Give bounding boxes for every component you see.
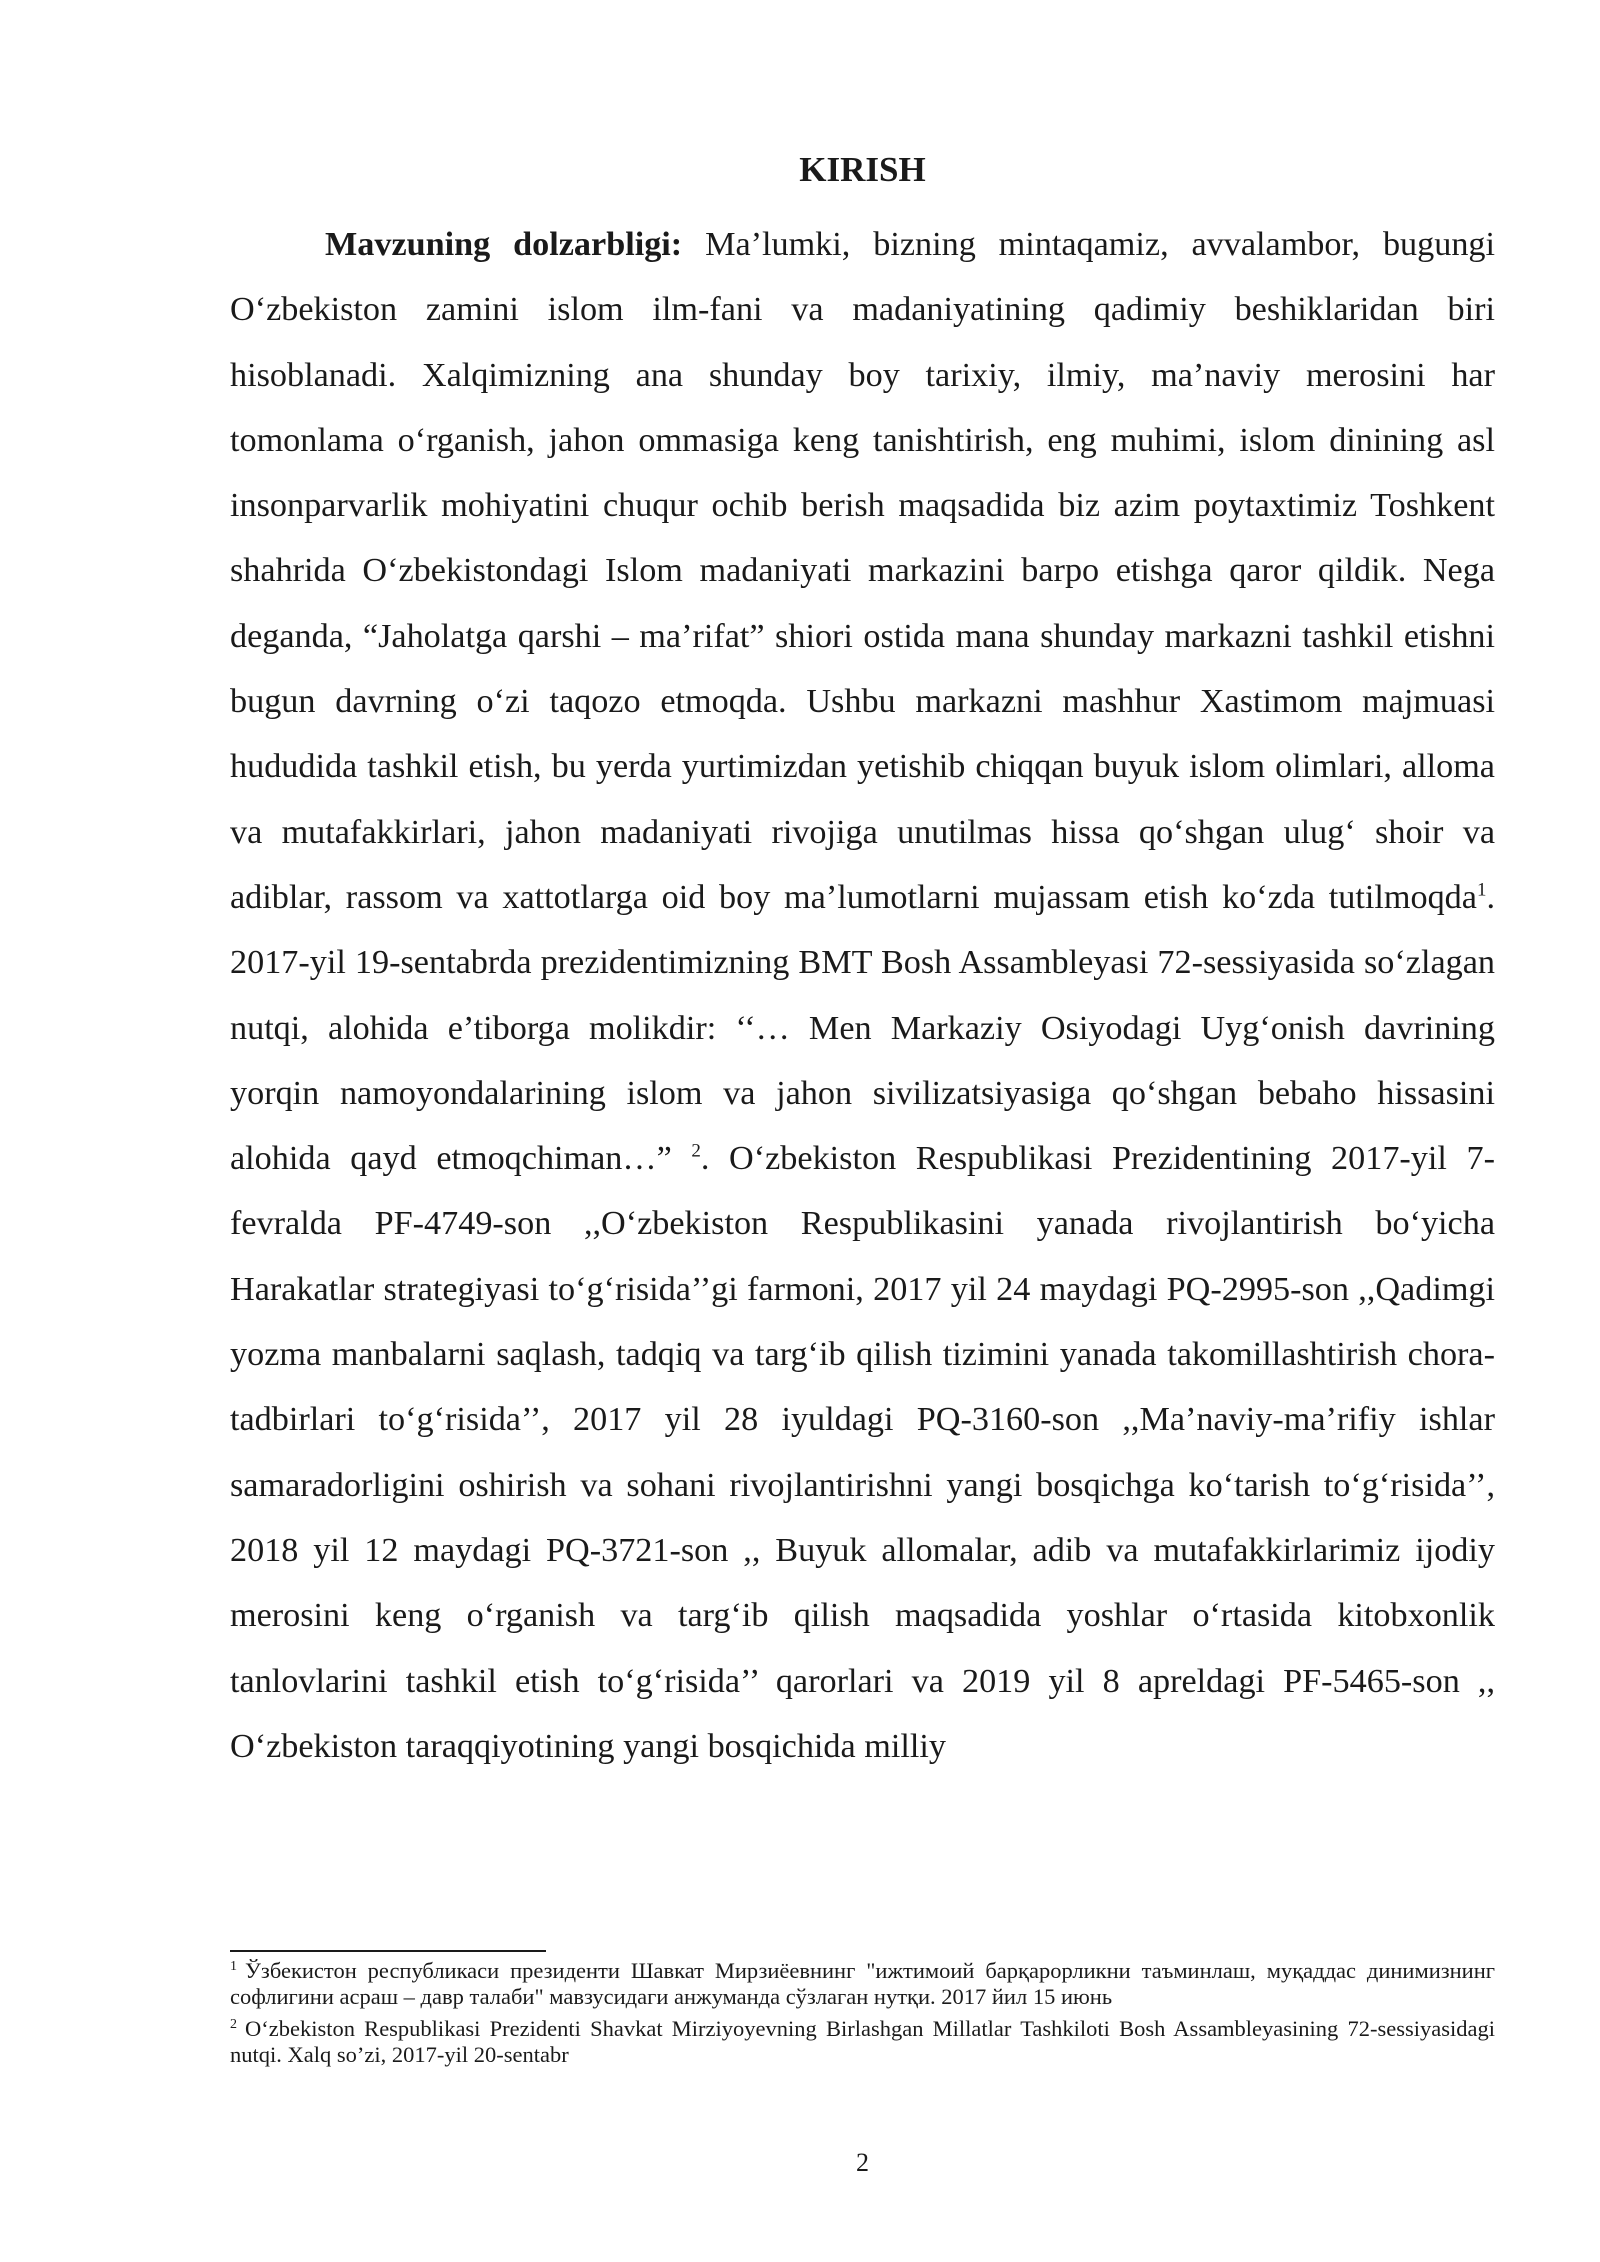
body-paragraph [230,212,1495,1779]
footnotes-section [230,1958,1495,2074]
footnote-2-text: O‘zbekiston Respublikasi Prezidenti Shavkat Mirziyoyevning Birlashgan Millatlar Tashkiloti Bosh Assambleyasining 72-sessiyasidagi nutqi. Xalq so’zi, 2017-yil 20-sentabr [230,2016,1495,2067]
footnote-ref-1[interactable]: 1 [1476,879,1487,901]
page-number: 2 [856,2148,869,2177]
footnote-1-text: Ўзбекистон республикаси президенти Шавкат Мирзиёевнинг "ижтимоий барқарорликни таъминлаш, муқаддас динимизнинг софлигини асраш – давр талаби" мавзусидаги анжуманда сўзлаган нутқи. 2017 йил 15 июнь [230,1958,1495,2009]
footnote-2 [230,2016,1495,2068]
lead-heading: Mavzuning dolzarbligi: [325,226,683,263]
footnote-separator [230,1950,546,1952]
footnote-ref-2[interactable]: 2 [691,1140,701,1162]
footnote-1-number: 1 [230,1958,237,1974]
body-text-part-3: . O‘zbekiston Respublikasi Prezidentining 2017-yil 7-fevralda PF-4749-son ,,O‘zbekiston Respublikasini yanada rivojlantirish bo‘yicha Harakatlar strategiyasi to‘g‘risida’’gi farmoni, 2017 yil 24 maydagi PQ-2995-son ,,Qadimgi yozma manbalarni saqlash, tadqiq va targ‘ib qilish tizimini yanada takomillashtirish chora-tadbirlari to‘g‘risida’’, 2017 yil 28 iyuldagi PQ-3160-son ,,Ma’naviy-ma’rifiy ishlar samaradorligini oshirish va sohani rivojlantirishni yangi bosqichga ko‘tarish to‘g‘risida’’, 2018 yil 12 maydagi PQ-3721-son ,, Buyuk allomalar, adib va mutafakkirlarimiz ijodiy merosini keng o‘rganish va targ‘ib qilish maqsadida yoshlar o‘rtasida kitobxonlik tanlovlarini tashkil etish to‘g‘risida’’ qarorlari va 2019 yil 8 apreldagi PF-5465-son ,, O‘zbekiston taraqqiyotining yangi bosqichida milliy [230,1140,1495,1765]
body-text-part-1: Ma’lumki, bizning mintaqamiz, avvalambor, bugungi O‘zbekiston zamini islom ilm-fani va madaniyatining qadimiy beshiklaridan biri hisoblanadi. Xalqimizning ana shunday boy tarixiy, ilmiy, ma’naviy merosini har tomonlama o‘rganish, jahon ommasiga keng tanishtirish, eng muhimi, islom dinining asl insonparvarlik mohiyatini chuqur ochib berish maqsadida biz azim poytaxtimiz Toshkent shahrida O‘zbekistondagi Islom madaniyati markazini barpo etishga qaror qildik. Nega deganda, “Jaholatga qarshi – ma’rifat” shiori ostida mana shunday markazni tashkil etishni bugun davrning o‘zi taqozo etmoqda. Ushbu markazni mashhur Xastimom majmuasi hududida tashkil etish, bu yerda yurtimizdan yetishib chiqqan buyuk islom olimlari, alloma va mutafakkirlari, jahon madaniyati rivojiga unutilmas hissa qo‘shgan ulug‘ shoir va adiblar, rassom va xattotlarga oid boy ma’lumotlarni mujassam etish ko‘zda tutilmoqda [230,226,1496,916]
body-text-part-2: . 2017-yil 19-sentabrda prezidentimizning BMT Bosh Assambleyasi 72-sessiyasida so‘zlagan nutqi, alohida e’tiborga molikdir: ‘‘… Men Markaziy Osiyodagi Uyg‘onish davrining yorqin namoyondalarining islom va jahon sivilizatsiyasiga qo‘shgan bebaho hissasini alohida qayd etmoqchiman…” [230,878,1495,1178]
footnote-1 [230,1958,1495,2010]
footnote-2-number: 2 [230,2016,237,2032]
page-title: KIRISH [799,150,926,189]
